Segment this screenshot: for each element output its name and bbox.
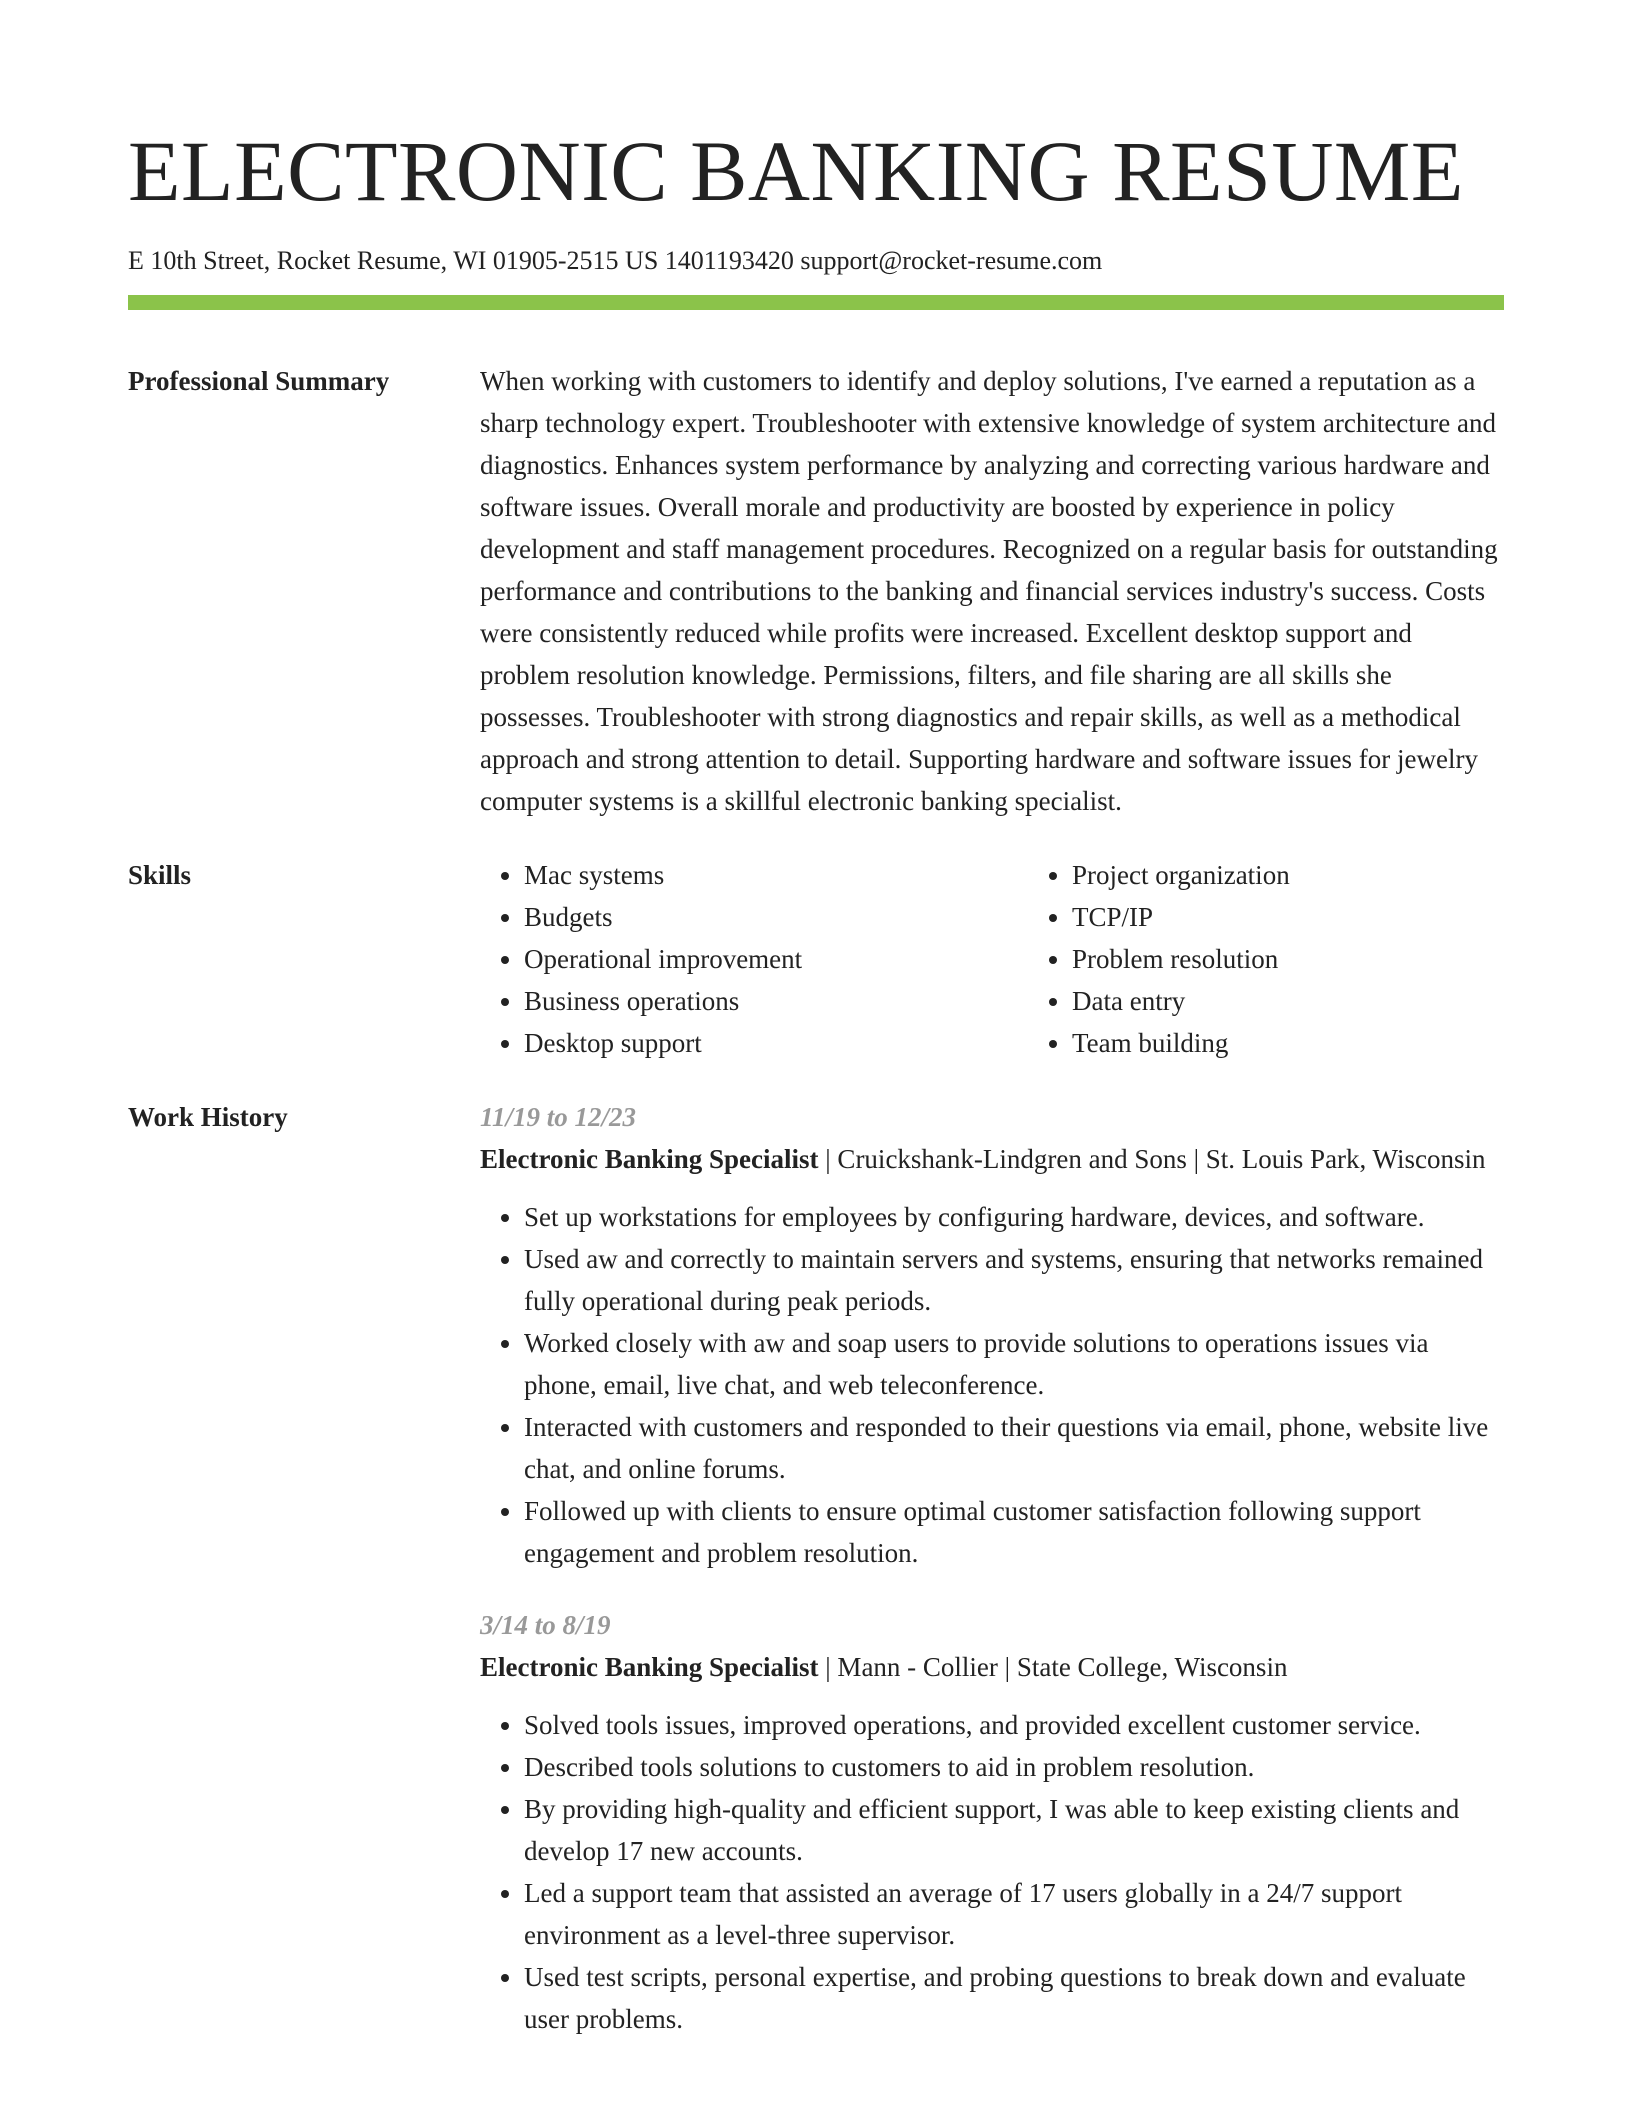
skills-grid (480, 854, 1576, 1064)
work-history-section (128, 1096, 1504, 2040)
job-heading (480, 1138, 1504, 1180)
skill-item: • Team building (1072, 1022, 1576, 1064)
job-bullet: • By providing high-quality and efficient support, I was able to keep existing clients and develop 17 new accounts. (524, 1788, 1504, 1872)
job-bullets (480, 1196, 1504, 1574)
job-entry (480, 1096, 1504, 1574)
resume-title: ELECTRONIC BANKING RESUME (128, 123, 1464, 219)
job-employer-location: | Cruickshank-Lindgren and Sons | St. Louis Park, Wisconsin (818, 1144, 1486, 1174)
contact-phone: 1401193420 (664, 246, 794, 275)
skill-item: • Mac systems (524, 854, 1028, 896)
job-bullet: • Worked closely with aw and soap users to provide solutions to operations issues via phone, email, live chat, and web teleconference. (524, 1322, 1504, 1406)
skills-column-right (1028, 854, 1576, 1064)
job-bullet: • Led a support team that assisted an average of 17 users globally in a 24/7 support environment as a level-three supervisor. (524, 1872, 1504, 1956)
section-title-summary: Professional Summary (128, 366, 390, 396)
job-dates: 3/14 to 8/19 (480, 1610, 611, 1640)
skill-item: • Operational improvement (524, 938, 1028, 980)
skill-item: • Business operations (524, 980, 1028, 1022)
job-bullet: • Followed up with clients to ensure optimal customer satisfaction following support engagement and problem resolution. (524, 1490, 1504, 1574)
job-role: Electronic Banking Specialist (480, 1652, 819, 1682)
job-bullets (480, 1704, 1504, 2040)
job-entry (480, 1604, 1504, 2040)
skills-body (480, 854, 1576, 1064)
header-divider (128, 295, 1504, 310)
job-bullet: • Solved tools issues, improved operations, and provided excellent customer service. (524, 1704, 1504, 1746)
section-title-work-history: Work History (128, 1102, 288, 1132)
skill-item: • Desktop support (524, 1022, 1028, 1064)
skill-item: • Data entry (1072, 980, 1576, 1022)
skill-item: • Project organization (1072, 854, 1576, 896)
summary-section (128, 360, 1504, 822)
job-bullet: • Used test scripts, personal expertise, and probing questions to break down and evaluate user problems. (524, 1956, 1504, 2040)
skills-column-left (480, 854, 1028, 1064)
contact-address: E 10th Street, Rocket Resume, WI 01905-2515 US (128, 246, 659, 275)
skills-section (128, 854, 1504, 1064)
section-title-skills: Skills (128, 860, 192, 890)
skill-item: • Problem resolution (1072, 938, 1576, 980)
job-heading (480, 1646, 1504, 1688)
job-dates: 11/19 to 12/23 (480, 1102, 637, 1132)
contact-email[interactable]: support@rocket-resume.com (800, 246, 1103, 275)
job-role: Electronic Banking Specialist (480, 1144, 819, 1174)
job-employer-location: | Mann - Collier | State College, Wisconsin (818, 1652, 1288, 1682)
skill-item: • Budgets (524, 896, 1028, 938)
contact-line (128, 244, 1504, 278)
job-bullet: • Interacted with customers and responded to their questions via email, phone, website live chat, and online forums. (524, 1406, 1504, 1490)
summary-text: When working with customers to identify and deploy solutions, I've earned a reputation as a sharp technology expert. Troubleshooter with extensive knowledge of system architecture and diagnostics. Enhances system performance by analyzing and correcting various hardware and software issues. Overall morale and productivity are boosted by experience in policy development and staff management procedures. Recognized on a regular basis for outstanding performance and contributions to the banking and financial services industry's success. Costs were consistently reduced while profits were increased. Excellent desktop support and problem resolution knowledge. Permissions, filters, and file sharing are all skills she possesses. Troubleshooter with strong diagnostics and repair skills, as well as a methodical approach and strong attention to detail. Supporting hardware and software issues for jewelry computer systems is a skillful electronic banking specialist. (480, 366, 1498, 816)
job-bullet: • Set up workstations for employees by configuring hardware, devices, and software. (524, 1196, 1504, 1238)
job-bullet: • Used aw and correctly to maintain servers and systems, ensuring that networks remained fully operational during peak periods. (524, 1238, 1504, 1322)
job-bullet: • Described tools solutions to customers to aid in problem resolution. (524, 1746, 1504, 1788)
work-history-body (480, 1096, 1504, 2040)
resume-page (128, 0, 1504, 2040)
skill-item: • TCP/IP (1072, 896, 1576, 938)
